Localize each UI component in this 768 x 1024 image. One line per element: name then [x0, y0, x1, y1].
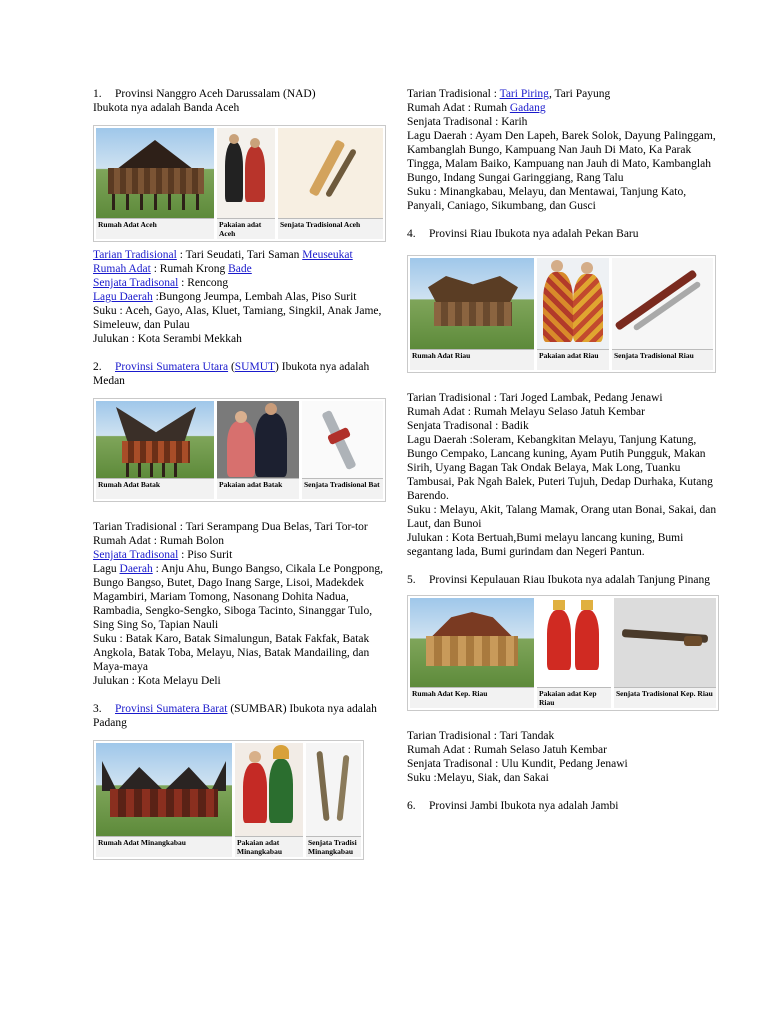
- gadang-link[interactable]: Gadang: [509, 102, 546, 114]
- section-1-julukan: Julukan : Kota Serambi Mekkah: [93, 333, 242, 345]
- section-1-senjata: Senjata Tradisonal : Rencong: [93, 277, 229, 289]
- sumut-link[interactable]: SUMUT: [234, 361, 276, 373]
- figure-minangkabau: [93, 740, 364, 860]
- section-2-senjata: Senjata Tradisonal : Piso Surit: [93, 549, 233, 561]
- right-column: [407, 87, 717, 813]
- section-2-julukan: Julukan : Kota Melayu Deli: [93, 675, 221, 687]
- section-3-heading: 3. Provinsi Sumatera Barat (SUMBAR) Ibukota nya adalah Padang: [93, 703, 377, 729]
- section-1-tarian: Tarian Tradisional : Tari Seudati, Tari Saman Meuseukat: [93, 249, 353, 261]
- lagu-daerah-link[interactable]: Lagu Daerah: [93, 291, 153, 303]
- photo-senjata-kepri: Senjata Tradisional Kep. Riau: [614, 598, 716, 708]
- meuseukat-link[interactable]: Meuseukat: [302, 249, 353, 261]
- left-column: [93, 87, 385, 866]
- section-6-heading: 6. Provinsi Jambi Ibukota nya adalah Jambi: [407, 800, 619, 812]
- photo-rumah-adat-batak: Rumah Adat Batak: [96, 401, 214, 499]
- section-2-rumah: Rumah Adat : Rumah Bolon: [93, 535, 224, 547]
- section-1-lagu: Lagu Daerah :Bungong Jeumpa, Lembah Alas, Piso Surit: [93, 291, 357, 303]
- figure-aceh: [93, 125, 386, 242]
- photo-rumah-adat-kepri: Rumah Adat Kep. Riau: [410, 598, 534, 708]
- section-1-capital: Ibukota nya adalah Banda Aceh: [93, 102, 240, 114]
- photo-rumah-adat-aceh: Rumah Adat Aceh: [96, 128, 214, 239]
- tarian-tradisional-link[interactable]: Tarian Tradisional: [93, 249, 177, 261]
- photo-senjata-riau: Senjata Tradisional Riau: [612, 258, 713, 370]
- figure-kepri: [407, 595, 719, 711]
- photo-pakaian-adat-aceh: Pakaian adat Aceh: [217, 128, 275, 239]
- section-4-rumah: Rumah Adat : Rumah Melayu Selaso Jatuh Kembar: [407, 406, 645, 418]
- section-4-senjata: Senjata Tradisonal : Badik: [407, 420, 529, 432]
- provinsi-sumatera-utara-link[interactable]: Provinsi Sumatera Utara: [115, 361, 229, 373]
- section-2-tarian: Tarian Tradisional : Tari Serampang Dua Belas, Tari Tor-tor: [93, 521, 368, 533]
- photo-pakaian-adat-kepri: Pakaian adat Kep Riau: [537, 598, 611, 708]
- section-3-rumah: Rumah Adat : Rumah Gadang: [407, 102, 546, 114]
- daerah-link[interactable]: Daerah: [119, 563, 153, 575]
- photo-pakaian-adat-riau: Pakaian adat Riau: [537, 258, 609, 370]
- provinsi-sumatera-barat-link[interactable]: Provinsi Sumatera Barat: [115, 703, 228, 715]
- section-4-julukan: Julukan : Kota Bertuah,Bumi melayu lancang kuning, Bumi segantang lada, Bumi gurindam dan Negeri Pantun.: [407, 532, 684, 558]
- section-1-heading: 1. Provinsi Nanggro Aceh Darussalam (NAD): [93, 88, 316, 100]
- section-3-tarian: Tarian Tradisional : Tari Piring, Tari Payung: [407, 88, 611, 100]
- bade-link[interactable]: Bade: [228, 263, 252, 275]
- photo-rumah-adat-minangkabau: Rumah Adat Minangkabau: [96, 743, 232, 857]
- tari-piring-link[interactable]: Tari Piring: [499, 88, 549, 100]
- senjata-tradisonal-link[interactable]: Senjata Tradisonal: [93, 277, 179, 289]
- section-5-suku: Suku :Melayu, Siak, dan Sakai: [407, 772, 549, 784]
- section-1-rumah: Rumah Adat : Rumah Krong Bade: [93, 263, 252, 275]
- rumah-adat-link[interactable]: Rumah Adat: [93, 263, 151, 275]
- section-2-heading: 2. Provinsi Sumatera Utara (SUMUT) Ibukota nya adalah Medan: [93, 361, 370, 387]
- photo-senjata-minangkabau: Senjata Tradisi Minangkabau: [306, 743, 361, 857]
- figure-batak: [93, 398, 386, 502]
- section-4-heading: 4. Provinsi Riau Ibukota nya adalah Pekan Baru: [407, 228, 639, 240]
- figure-riau: [407, 255, 716, 373]
- senjata-tradisonal-link-2[interactable]: Senjata Tradisonal: [93, 549, 179, 561]
- section-5-senjata: Senjata Tradisonal : Ulu Kundit, Pedang Jenawi: [407, 758, 628, 770]
- section-4-tarian: Tarian Tradisional : Tari Joged Lambak, Pedang Jenawi: [407, 392, 663, 404]
- section-5-heading: 5. Provinsi Kepulauan Riau Ibukota nya adalah Tanjung Pinang: [407, 574, 710, 586]
- section-3-lagu: Lagu Daerah : Ayam Den Lapeh, Barek Solok, Dayung Palinggam, Kambanglah Bungo, Kampuang Nan Jauh Di Mato, Ka Parak Tingga, Malam Baiko, Kampuang nan Jauh di Mato, Kambanglah Bungo, Indang Sungai Garinggiang, Rang Talu: [407, 130, 716, 184]
- section-5-rumah: Rumah Adat : Rumah Selaso Jatuh Kembar: [407, 744, 607, 756]
- section-1-suku: Suku : Aceh, Gayo, Alas, Kluet, Tamiang, Singkil, Anak Jame, Simeleuw, dan Pulau: [93, 305, 382, 331]
- section-3-senjata: Senjata Tradisonal : Karih: [407, 116, 528, 128]
- section-3-suku: Suku : Minangkabau, Melayu, dan Mentawai, Tanjung Kato, Panyali, Caniago, Sikumbang, dan Gusci: [407, 186, 687, 212]
- photo-senjata-batak: Senjata Tradisional Bat: [302, 401, 383, 499]
- section-2-suku: Suku : Batak Karo, Batak Simalungun, Batak Fakfak, Batak Angkola, Batak Toba, Melayu, Nias, Batak Mandailing, dan Maya-maya: [93, 633, 370, 673]
- photo-senjata-aceh: Senjata Tradisional Aceh: [278, 128, 383, 239]
- section-2-lagu: Lagu Daerah : Anju Ahu, Bungo Bangso, Cikala Le Pongpong, Bungo Bangso, Butet, Dago Inang Sarge, Lisoi, Madekdek Magambiri, Mariam Tomong, Nasonang Dohita Nadua, Rambadia, Sengko-Sengko, Siboga Tacinto, Sinanggar Tulo, Sing Sing So, Tapian Nauli: [93, 563, 384, 631]
- photo-rumah-adat-riau: Rumah Adat Riau: [410, 258, 534, 370]
- section-4-suku: Suku : Melayu, Akit, Talang Mamak, Orang utan Bonai, Sakai, dan Laut, dan Bunoi: [407, 504, 717, 530]
- photo-pakaian-adat-minangkabau: Pakaian adat Minangkabau: [235, 743, 303, 857]
- photo-pakaian-adat-batak: Pakaian adat Batak: [217, 401, 299, 499]
- section-4-lagu: Lagu Daerah :Soleram, Kebangkitan Melayu, Tanjung Katung, Bungo Cempako, Lancang kuning, Ayam Putih Pungguk, Makan Sirih, Uyang Bagan Tak Ondak Belaya, Mak Long, Tuanku Tambusai, Pak Ngah Balek, Puteri Tujuh, Dedap Durhaka, Kutang Barendo.: [407, 434, 713, 502]
- section-5-tarian: Tarian Tradisional : Tari Tandak: [407, 730, 555, 742]
